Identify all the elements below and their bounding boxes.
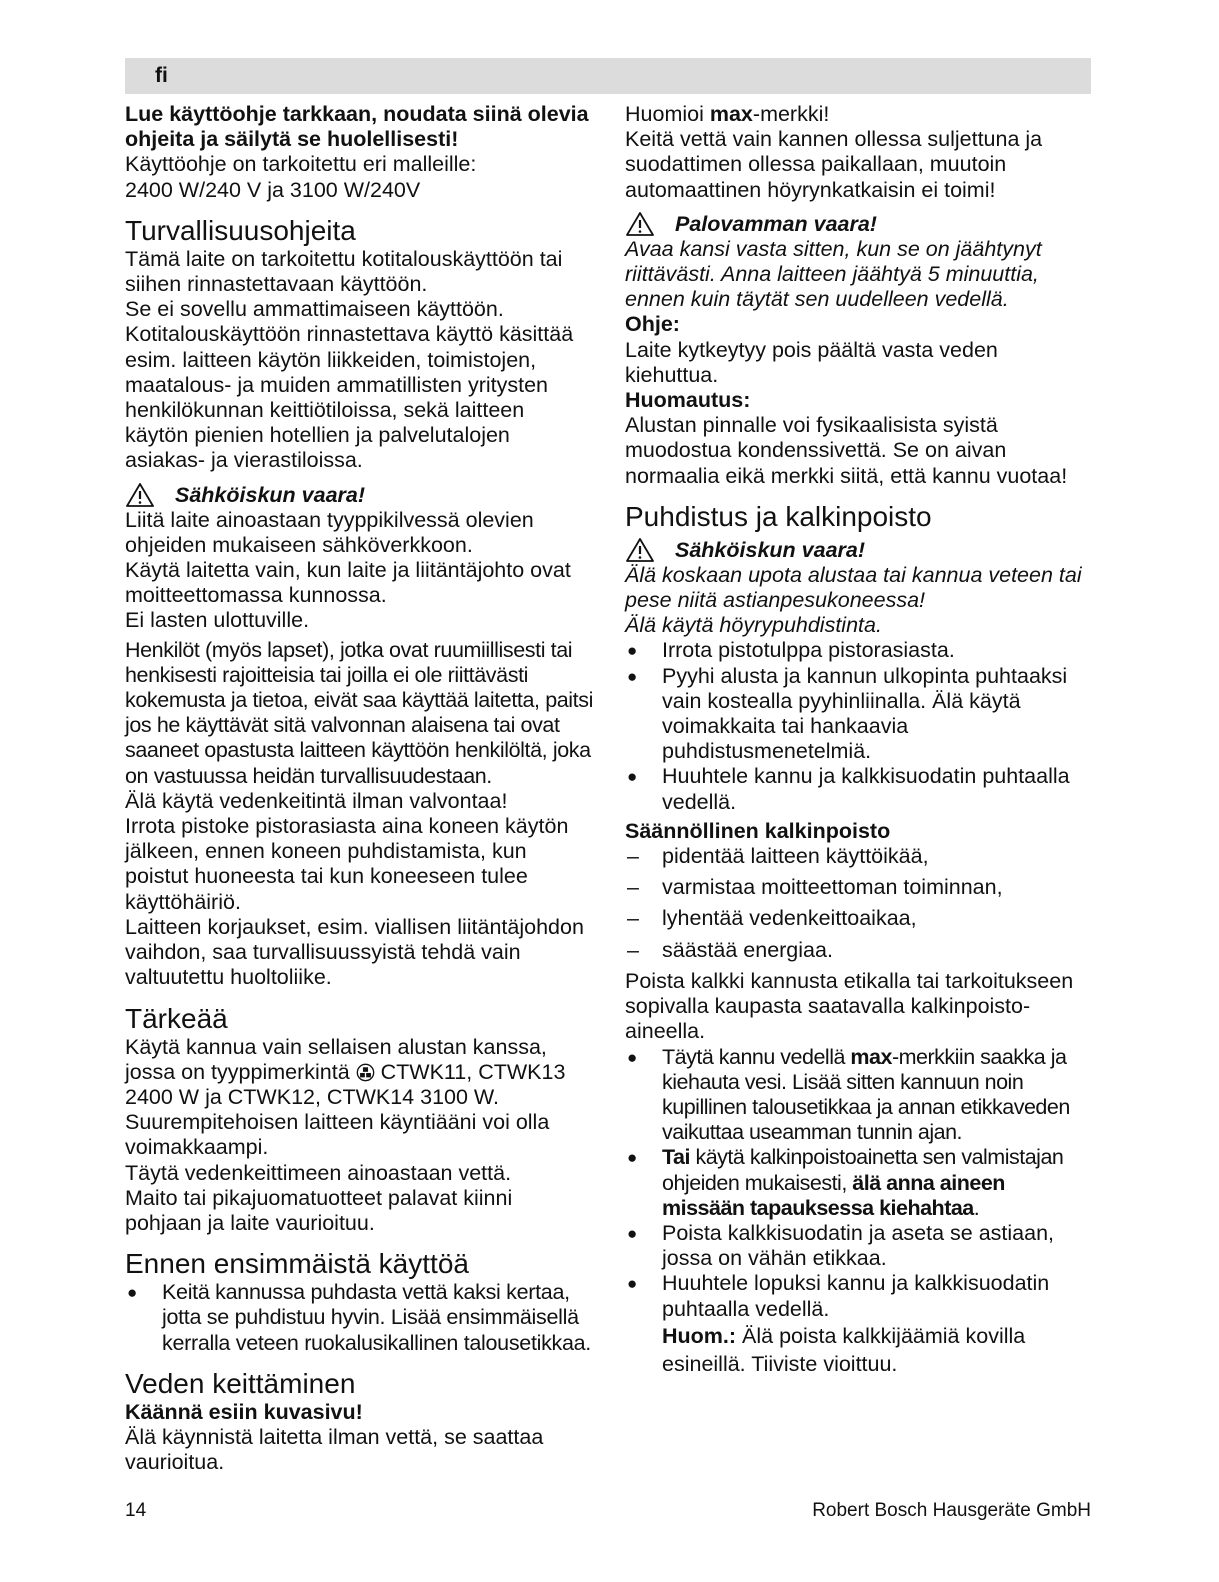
descale-dash-item: – lyhentää vedenkeittoaikaa, bbox=[625, 906, 1091, 931]
descale-step-2 bbox=[625, 1145, 1091, 1221]
shock-text-3: Ei lasten ulottuville. bbox=[125, 608, 310, 633]
max-text-1 bbox=[625, 102, 1091, 127]
max-text-1a: Huomioi bbox=[625, 102, 704, 126]
important-text-3: Täytä vedenkeittimeen ainoastaan vettä. bbox=[125, 1160, 512, 1185]
safety-text-2: Se ei sovellu ammattimaiseen käyttöön. bbox=[125, 297, 504, 322]
intro-text-1: Käyttöohje on tarkoitettu eri malleille: bbox=[125, 152, 477, 177]
important-text-1b: CTWK11, CTWK13 2400 W ja CTWK12, CTWK14 3100 W. bbox=[125, 1059, 566, 1109]
cleaning-warning-text-1: Älä koskaan upota alustaa tai kannua veteen tai pese niitä astianpesukoneessa! bbox=[625, 562, 1082, 613]
descale-dash-item: – säästää energiaa. bbox=[625, 938, 1091, 963]
step2-end: . bbox=[973, 1195, 980, 1220]
descale-text-1: Poista kalkki kannusta etikalla tai tarkoitukseen sopivalla kaupasta saatavalla kalkinpoistoaineella. bbox=[625, 968, 1074, 1044]
language-code: fi bbox=[155, 64, 168, 87]
ohje-label: Ohje: bbox=[625, 312, 680, 337]
language-header-bar bbox=[125, 58, 1091, 94]
step2-text-a: käytä kalkinpoistoainetta sen valmistajan ohjeiden mukaisesti, bbox=[662, 1145, 1064, 1195]
cleaning-warning-label: Sähköiskun vaara! bbox=[675, 537, 866, 562]
intro-text-2: 2400 W/240 V ja 3100 W/240V bbox=[125, 177, 421, 202]
first-use-heading: Ennen ensimmäistä käyttöä bbox=[125, 1248, 469, 1280]
shock-text-1: Liitä laite ainoastaan tyyppikilvessä olevien ohjeiden mukaiseen sähköverkkoon. bbox=[125, 507, 534, 557]
cleaning-heading: Puhdistus ja kalkinpoisto bbox=[625, 500, 932, 532]
descale-note bbox=[625, 1322, 1091, 1378]
cleaning-warning bbox=[625, 537, 1091, 563]
huomautus-text: Alustan pinnalle voi fysikaalisista syistä muodostua kondenssivettä. Se on aivan normaalia eikä merkki siitä, että kannu vuotaa! bbox=[625, 413, 1068, 488]
max-text-2: Keitä vettä vain kannen ollessa suljettuna ja suodattimen ollessa paikallaan, muutoin automaattinen höyrynkatkaisin ei toimi! bbox=[625, 127, 1043, 202]
note-text: Älä poista kalkkijäämiä kovilla esineillä. Tiiviste vioittuu. bbox=[662, 1323, 1026, 1376]
warning-triangle-icon bbox=[625, 537, 655, 563]
step2-tai: Tai bbox=[662, 1145, 690, 1170]
left-column bbox=[125, 102, 593, 1475]
shock-text-7: Laitteen korjaukset, esim. viallisen liitäntäjohdon vaihdon, saa turvallisuussyistä tehdä vain valtuutettu huoltoliike. bbox=[125, 914, 584, 990]
descale-dash-item: – varmistaa moitteettoman toiminnan, bbox=[625, 875, 1091, 900]
shock-text-5: Älä käytä vedenkeitintä ilman valvontaa! bbox=[125, 788, 508, 813]
cleaning-bullet: ● Huuhtele kannu ja kalkkisuodatin puhtaalla vedellä. bbox=[625, 764, 1091, 814]
right-column bbox=[625, 102, 1091, 1378]
max-text-1b: -merkki! bbox=[752, 102, 830, 126]
cleaning-warning-text-2: Älä käytä höyrypuhdistinta. bbox=[625, 613, 882, 638]
burn-warning bbox=[625, 211, 1091, 237]
safety-heading: Turvallisuusohjeita bbox=[125, 214, 356, 246]
step2-bold: älä anna aineen missään tapauksessa kiehahtaa bbox=[662, 1170, 1005, 1220]
max-word: max bbox=[709, 102, 753, 126]
warning-triangle-icon bbox=[625, 211, 655, 237]
note-label: Huom.: bbox=[662, 1323, 737, 1348]
descale-subheading: Säännöllinen kalkinpoisto bbox=[625, 818, 891, 843]
descale-step-4: ● Huuhtele lopuksi kannu ja kalkkisuodatin puhtaalla vedellä. bbox=[625, 1271, 1091, 1321]
boiling-subheading: Käännä esiin kuvasivu! bbox=[125, 1399, 363, 1424]
step1-max: max bbox=[850, 1044, 892, 1069]
important-text-4: Maito tai pikajuomatuotteet palavat kiinni pohjaan ja laite vaurioituu. bbox=[125, 1185, 513, 1235]
safety-text-1: Tämä laite on tarkoitettu kotitalouskäyttöön tai siihen rinnastettavaan käyttöön. bbox=[125, 246, 563, 297]
intro-bold-text: Lue käyttöohje tarkkaan, noudata siinä olevia ohjeita ja säilytä se huolellisesti! bbox=[125, 102, 589, 152]
shock-warning-label: Sähköiskun vaara! bbox=[175, 482, 366, 507]
important-text-2: Suurempitehoisen laitteen käyntiääni voi olla voimakkaampi. bbox=[125, 1110, 550, 1160]
step1-text-a: Täytä kannu vedellä bbox=[662, 1044, 845, 1069]
step1-text-b: -merkkiin saakka ja kiehauta vesi. Lisää sitten kannuun noin kupillinen talousetikkaa ja annan etikkaveden vaikuttaa useamman tunnin ajan. bbox=[662, 1044, 1070, 1145]
burn-text-1: Avaa kansi vasta sitten, kun se on jäähtynyt riittävästi. Anna laitteen jäähtyä 5 minuuttia, ennen kuin täytät sen uudelleen vedellä. bbox=[625, 236, 1042, 312]
shock-text-2: Käytä laitetta vain, kun laite ja liitäntäjohto ovat moitteettomassa kunnossa. bbox=[125, 558, 571, 608]
important-text-1 bbox=[125, 1035, 593, 1111]
important-text-1a: Käytä kannua vain sellaisen alustan kanssa, jossa on tyyppimerkintä bbox=[125, 1034, 547, 1084]
safety-text-3: Kotitalouskäyttöön rinnastettava käyttö käsittää esim. laitteen käytön liikkeiden, toimistojen, maatalous- ja muiden ammatillisten yritysten henkilökunnan keittiötiloissa, sekä laitteen käytön pienien hotellien ja palvelutalojen asiakas- ja vierastiloissa. bbox=[125, 322, 574, 473]
first-use-bullet: ● Keitä kannussa puhdasta vettä kaksi kertaa, jotta se puhdistuu hyvin. Lisää ensimmäisellä kerralla veteen ruokalusikallinen talousetikkaa. bbox=[125, 1280, 593, 1356]
shock-text-6: Irrota pistoke pistorasiasta aina koneen käytön jälkeen, ennen koneen puhdistamista, kun poistut huoneesta tai kun koneeseen tulee käyttöhäiriö. bbox=[125, 814, 569, 914]
descale-dash-item: – pidentää laitteen käyttöikää, bbox=[625, 844, 1091, 869]
cleaning-bullet: ● Irrota pistotulppa pistorasiasta. bbox=[625, 638, 1091, 663]
type-mark-icon bbox=[356, 1063, 375, 1082]
burn-warning-label: Palovamman vaara! bbox=[675, 211, 877, 236]
boiling-heading: Veden keittäminen bbox=[125, 1367, 356, 1399]
huomautus-label: Huomautus: bbox=[625, 388, 751, 413]
shock-text-4: Henkilöt (myös lapset), jotka ovat ruumiillisesti tai henkisesti rajoitteisia tai joilla ei ole riittävästi kokemusta ja tietoa, eivät saa käyttää laitetta, paitsi jos he käyttävät sitä valvonnan alaisena tai ovat saaneet opastusta laitteen käyttöön henkilöltä, joka on vastuussa heidän turvallisuudestaan. bbox=[125, 637, 593, 788]
page-number: 14 bbox=[125, 1500, 147, 1521]
company-name: Robert Bosch Hausgeräte GmbH bbox=[812, 1500, 1091, 1521]
cleaning-bullet: ● Pyyhi alusta ja kannun ulkopinta puhtaaksi vain kostealla pyyhinliinalla. Älä käytä voimakkaita tai hankaavia puhdistusmenetelmiä. bbox=[625, 664, 1091, 765]
important-heading: Tärkeää bbox=[125, 1002, 228, 1034]
ohje-text: Laite kytkeytyy pois päältä vasta veden kiehuttua. bbox=[625, 337, 998, 387]
shock-warning bbox=[125, 482, 593, 508]
descale-step-3: ● Poista kalkkisuodatin ja aseta se astiaan, jossa on vähän etikkaa. bbox=[625, 1221, 1091, 1271]
boiling-text-1: Älä käynnistä laitetta ilman vettä, se saattaa vaurioitua. bbox=[125, 1424, 544, 1475]
warning-triangle-icon bbox=[125, 482, 155, 508]
descale-step-1 bbox=[625, 1045, 1091, 1146]
